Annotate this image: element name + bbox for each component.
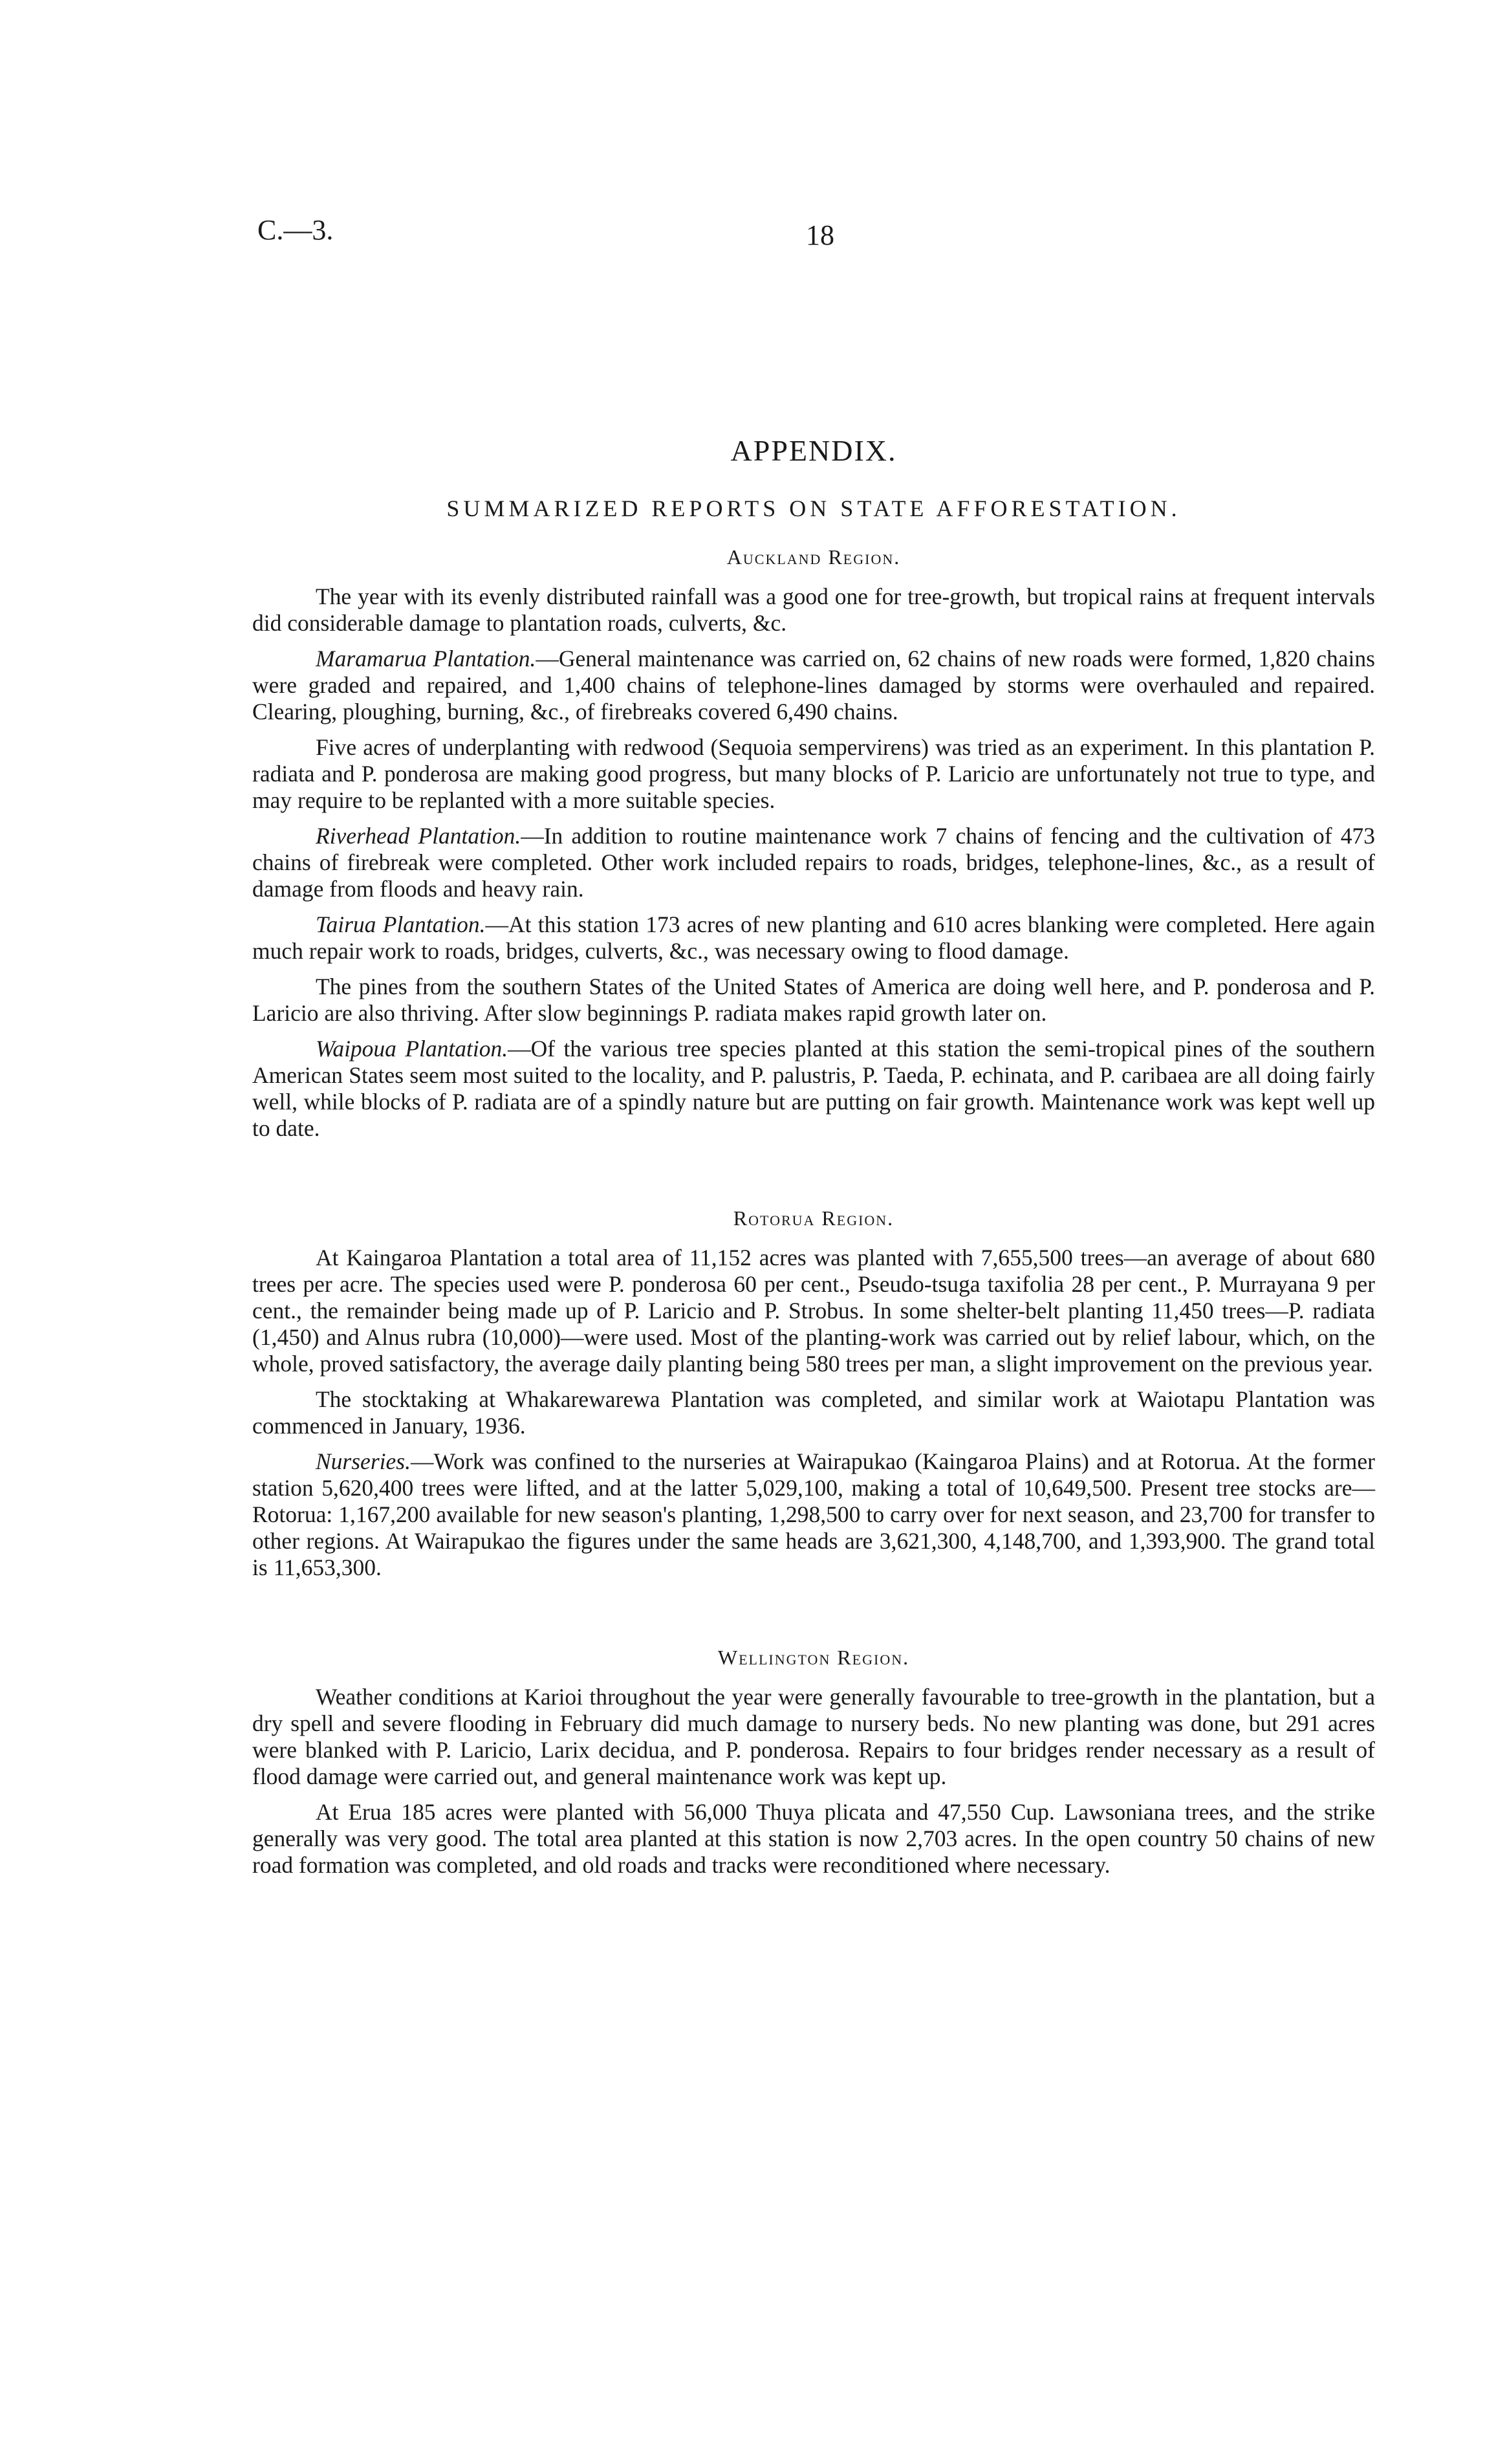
region-heading: Wellington Region. [717, 1646, 910, 1669]
wellington-region-section [252, 1646, 1375, 1879]
appendix-title: APPENDIX. [730, 434, 897, 467]
paragraph: Waipoua Plantation.—Of the various tree species planted at this station the semi-tropical pines of the southern American States seem most suited to the locality, and P. palustris, P. Taeda, P. echinata, and P. caribaea are all doing fairly well, while blocks of P. radiata are of a spindly nature but are putting on fair growth. Maintenance work was kept well up to date. [252, 1036, 1375, 1141]
paragraph: Nurseries.—Work was confined to the nurseries at Wairapukao (Kaingaroa Plains) and at Rotorua. At the former station 5,620,400 trees were lifted, and at the latter 5,029,100, making a total of 10,649,500. Present tree stocks are—Rotorua: 1,167,200 available for new season's planting, 1,298,500 to carry over for next season, and 23,700 for transfer to other regions. At Wairapukao the figures under the same heads are 3,621,300, 4,148,700, and 1,393,900. The grand total is 11,653,300. [252, 1448, 1375, 1580]
auckland-region-section [252, 545, 1375, 1142]
paragraph: Five acres of underplanting with redwood (Sequoia sempervirens) was tried as an experiment. In this plantation P. radiata and P. ponderosa are making good progress, but many blocks of P. Laricio are unfortunately not true to type, and may require to be replanted with a more suitable species. [252, 734, 1375, 813]
paragraph: Tairua Plantation.—At this station 173 acres of new planting and 610 acres blanking were completed. Here again much repair work to roads, bridges, culverts, &c., was necessary owing to flood damage. [252, 911, 1375, 964]
section-title: Maramarua Plantation. [316, 646, 536, 671]
paragraph: At Kaingaroa Plantation a total area of 11,152 acres was planted with 7,655,500 trees—an average of about 680 trees per acre. The species used were P. ponderosa 60 per cent., Pseudo-tsuga taxifolia 28 per cent., P. Murrayana 9 per cent., the remainder being made up of P. Laricio and P. Strobus. In some shelter-belt planting 11,450 trees—P. radiata (1,450) and Alnus rubra (10,000)—were used. Most of the planting-work was carried out by relief labour, which, on the whole, proved satisfactory, the average daily planting being 580 trees per man, a slight improvement on the previous year. [252, 1245, 1375, 1377]
paragraph: The stocktaking at Whakarewarewa Plantation was completed, and similar work at Waiotapu Plantation was commenced in January, 1936. [252, 1386, 1375, 1439]
main-heading: SUMMARIZED REPORTS ON STATE AFFORESTATION. [446, 496, 1181, 521]
region-heading: Auckland Region. [726, 545, 901, 569]
paragraph: The year with its evenly distributed rainfall was a good one for tree-growth, but tropical rains at frequent intervals did considerable damage to plantation roads, culverts, &c. [252, 583, 1375, 636]
section-title: Riverhead Plantation. [316, 823, 521, 849]
paragraph: Maramarua Plantation.—General maintenance was carried on, 62 chains of new roads were formed, 1,820 chains were graded and repaired, and 1,400 chains of telephone-lines damaged by storms were overhauled and repaired. Clearing, ploughing, burning, &c., of firebreaks covered 6,490 chains. [252, 646, 1375, 725]
section-title: Nurseries. [316, 1448, 411, 1474]
region-heading: Rotorua Region. [733, 1206, 894, 1230]
page-number: 18 [806, 219, 834, 251]
document-body [252, 433, 1375, 1888]
paragraph: Weather conditions at Karioi throughout the year were generally favourable to tree-growth in the plantation, but a dry spell and severe flooding in February did much damage to nursery beds. No new planting was done, but 291 acres were blanked with P. Laricio, Larix decidua, and P. ponderosa. Repairs to four bridges render necessary as a result of flood damage were carried out, and general maintenance work was kept up. [252, 1684, 1375, 1789]
section-title: Waipoua Plantation. [316, 1036, 508, 1062]
section-title: Tairua Plantation. [316, 911, 486, 937]
page-reference: C.—3. [257, 214, 334, 246]
paragraph: The pines from the southern States of the United States of America are doing well here, and P. ponderosa and P. Laricio are also thriving. After slow beginnings P. radiata makes rapid growth later on. [252, 974, 1375, 1026]
rotorua-region-section [252, 1206, 1375, 1581]
paragraph: Riverhead Plantation.—In addition to routine maintenance work 7 chains of fencing and the cultivation of 473 chains of firebreak were completed. Other work included repairs to roads, bridges, telephone-lines, &c., as a result of damage from floods and heavy rain. [252, 823, 1375, 902]
paragraph: At Erua 185 acres were planted with 56,000 Thuya plicata and 47,550 Cup. Lawsoniana trees, and the strike generally was very good. The total area planted at this station is now 2,703 acres. In the open country 50 chains of new road formation was completed, and old roads and tracks were reconditioned where necessary. [252, 1799, 1375, 1878]
